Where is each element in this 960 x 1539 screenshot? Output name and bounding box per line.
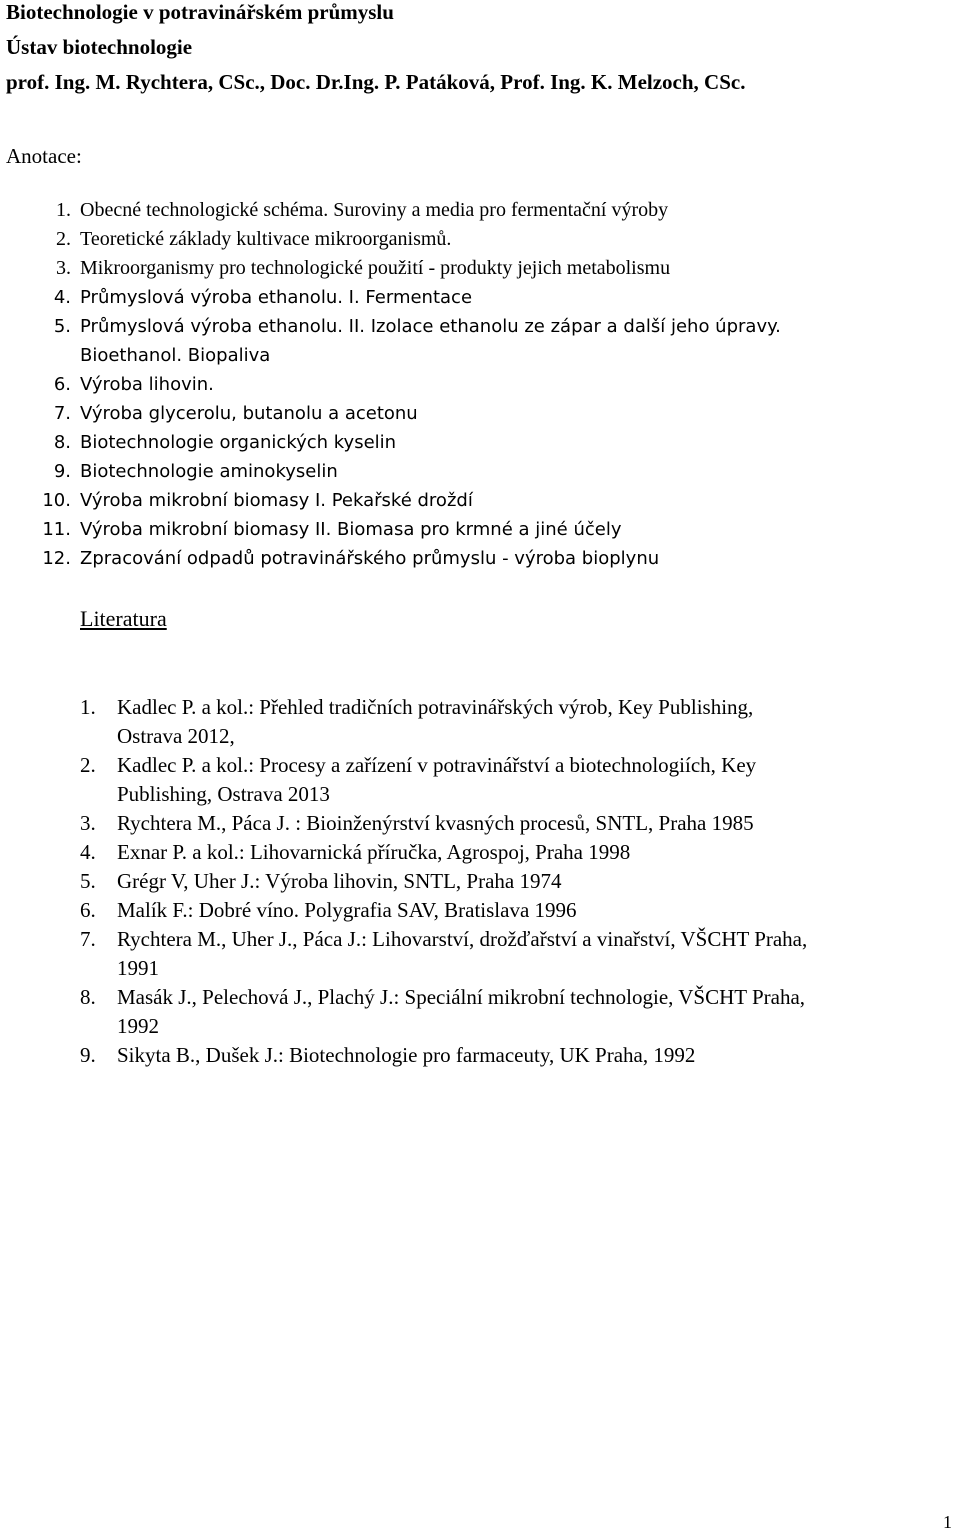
department-name: Ústav biotechnologie — [6, 35, 193, 59]
literature-item-number: 8. — [80, 985, 96, 1009]
list-item-text: Biotechnologie aminokyselin — [80, 461, 338, 482]
literature-item-text: Exnar P. a kol.: Lihovarnická příručka, Agrospoj, Praha 1998 — [117, 840, 631, 864]
list-item-text: Průmyslová výroba ethanolu. I. Fermentace — [80, 287, 473, 308]
list-item-number: 3. — [56, 257, 71, 279]
literature-item-number: 1. — [80, 695, 96, 719]
literature-item-text: Sikyta B., Dušek J.: Biotechnologie pro farmaceuty, UK Praha, 1992 — [117, 1043, 696, 1067]
list-item-number: 5. — [53, 316, 71, 337]
list-item-number: 8. — [53, 432, 71, 453]
literature-item-text: 1991 — [117, 956, 159, 980]
literature-item-number: 5. — [80, 869, 96, 893]
list-item-number: 10. — [42, 490, 71, 511]
list-item-text: Výroba mikrobní biomasy II. Biomasa pro krmné a jiné účely — [80, 519, 622, 540]
literature-item-text: Malík F.: Dobré víno. Polygrafia SAV, Bratislava 1996 — [117, 898, 577, 922]
annotation-label: Anotace: — [6, 144, 82, 168]
literature-item-number: 6. — [80, 898, 96, 922]
list-item-number: 1. — [56, 199, 71, 221]
list-item-number: 12. — [42, 548, 71, 569]
literature-item-text: Rychtera M., Páca J. : Bioinženýrství kvasných procesů, SNTL, Praha 1985 — [117, 811, 754, 835]
literature-item-number: 7. — [80, 927, 96, 951]
authors-line: prof. Ing. M. Rychtera, CSc., Doc. Dr.Ing. P. Patáková, Prof. Ing. K. Melzoch, CSc. — [6, 70, 746, 94]
literature-item-text: Masák J., Pelechová J., Plachý J.: Speciální mikrobní technologie, VŠCHT Praha, — [117, 985, 806, 1009]
literature-item-number: 3. — [80, 811, 96, 835]
list-item-text: Obecné technologické schéma. Suroviny a media pro fermentační výroby — [80, 199, 669, 221]
list-item-number: 11. — [42, 519, 71, 540]
list-item-text: Bioethanol. Biopaliva — [80, 345, 271, 366]
list-item-text: Zpracování odpadů potravinářského průmyslu - výroba bioplynu — [80, 548, 660, 569]
list-item-text: Mikroorganismy pro technologické použití - produkty jejich metabolismu — [80, 257, 671, 279]
literature-item-text: Rychtera M., Uher J., Páca J.: Lihovarství, drožďařství a vinařství, VŠCHT Praha, — [117, 927, 808, 951]
list-item-text: Průmyslová výroba ethanolu. II. Izolace ethanolu ze zápar a další jeho úpravy. — [80, 316, 781, 337]
list-item-number: 2. — [56, 228, 71, 250]
literature-item-number: 4. — [80, 840, 96, 864]
list-item-text: Výroba mikrobní biomasy I. Pekařské droždí — [80, 490, 473, 511]
list-item-number: 4. — [53, 287, 71, 308]
literature-item-text: 1992 — [117, 1014, 159, 1038]
literature-item-number: 9. — [80, 1043, 96, 1067]
list-item-text: Biotechnologie organických kyselin — [80, 432, 397, 453]
literature-item-number: 2. — [80, 753, 96, 777]
page-number: 1 — [943, 1512, 952, 1532]
course-title: Biotechnologie v potravinářském průmyslu — [6, 0, 394, 24]
list-item-number: 7. — [53, 403, 71, 424]
list-item-text: Výroba glycerolu, butanolu a acetonu — [80, 403, 418, 424]
literature-heading: Literatura — [80, 606, 167, 631]
literature-item-text: Publishing, Ostrava 2013 — [117, 782, 330, 806]
literature-item-text: Kadlec P. a kol.: Přehled tradičních potravinářských výrob, Key Publishing, — [117, 695, 754, 719]
list-item-text: Teoretické základy kultivace mikroorganismů. — [80, 228, 452, 250]
literature-item-text: Ostrava 2012, — [117, 724, 235, 748]
literature-item-text: Grégr V, Uher J.: Výroba lihovin, SNTL, Praha 1974 — [117, 869, 562, 893]
list-item-text: Výroba lihovin. — [80, 374, 214, 395]
literature-item-text: Kadlec P. a kol.: Procesy a zařízení v potravinářství a biotechnologiích, Key — [117, 753, 757, 777]
list-item-number: 6. — [53, 374, 71, 395]
list-item-number: 9. — [53, 461, 71, 482]
